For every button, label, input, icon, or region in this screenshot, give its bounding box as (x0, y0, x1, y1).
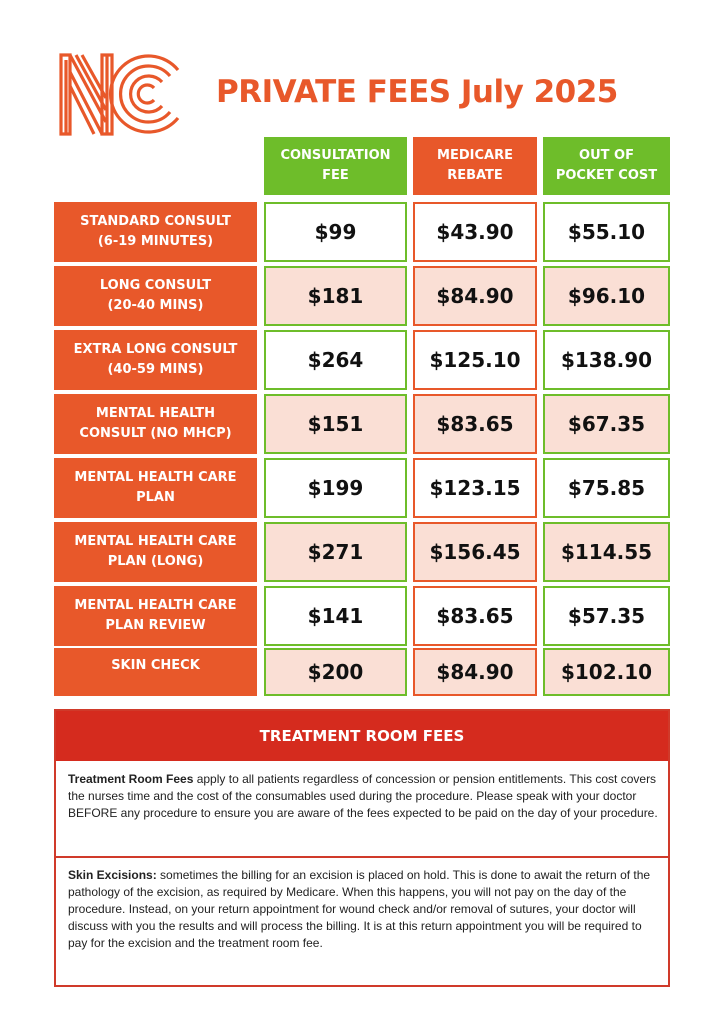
out-of-pocket-cell: $114.55 (543, 522, 670, 582)
medicare-rebate-cell: $156.45 (413, 522, 537, 582)
treatment-room-fees-paragraph: Treatment Room Fees apply to all patients regardless of concession or pension entitlements. This cost covers the nurses time and the cost of the consumables used during the procedure. Please speak with your doctor BEFORE any procedure to ensure you are aware of the fees expected to be paid on the day of your procedure. (68, 772, 658, 820)
consultation-fee-cell: $264 (264, 330, 407, 390)
column-header-consultation-fee: CONSULTATION FEE (264, 137, 407, 195)
consultation-fee-cell: $141 (264, 586, 407, 646)
out-of-pocket-cell: $96.10 (543, 266, 670, 326)
medicare-rebate-cell: $125.10 (413, 330, 537, 390)
out-of-pocket-cell: $138.90 (543, 330, 670, 390)
row-label: MENTAL HEALTH CARE PLAN REVIEW (54, 586, 257, 646)
medicare-rebate-cell: $83.65 (413, 586, 537, 646)
out-of-pocket-cell: $102.10 (543, 648, 670, 696)
fee-row-long-consult (54, 266, 670, 326)
treatment-room-fees-section (54, 709, 670, 987)
column-header-medicare-rebate: MEDICARE REBATE (413, 137, 537, 195)
out-of-pocket-cell: $55.10 (543, 202, 670, 262)
consultation-fee-cell: $200 (264, 648, 407, 696)
row-label: MENTAL HEALTH CARE PLAN (LONG) (54, 522, 257, 582)
fee-row-standard-consult (54, 202, 670, 262)
row-label: STANDARD CONSULT (6-19 MINUTES) (54, 202, 257, 262)
nc-logo (58, 52, 182, 136)
row-label: EXTRA LONG CONSULT (40-59 MINS) (54, 330, 257, 390)
medicare-rebate-cell: $84.90 (413, 266, 537, 326)
consultation-fee-cell: $99 (264, 202, 407, 262)
fee-row-mental-health-care-plan-long (54, 522, 670, 582)
row-label: LONG CONSULT (20-40 MINS) (54, 266, 257, 326)
out-of-pocket-cell: $67.35 (543, 394, 670, 454)
fee-row-mental-health-care-plan (54, 458, 670, 518)
row-label: MENTAL HEALTH CARE PLAN (54, 458, 257, 518)
row-label: MENTAL HEALTH CONSULT (NO MHCP) (54, 394, 257, 454)
medicare-rebate-cell: $83.65 (413, 394, 537, 454)
medicare-rebate-cell: $84.90 (413, 648, 537, 696)
consultation-fee-cell: $199 (264, 458, 407, 518)
consultation-fee-cell: $271 (264, 522, 407, 582)
row-label: SKIN CHECK (54, 648, 257, 696)
treatment-room-fees-heading: TREATMENT ROOM FEES (56, 711, 668, 761)
fee-row-extra-long-consult (54, 330, 670, 390)
page-title: PRIVATE FEES July 2025 (216, 74, 618, 110)
fee-row-mental-health-care-plan-review (54, 586, 670, 646)
medicare-rebate-cell: $123.15 (413, 458, 537, 518)
section-divider (56, 856, 668, 858)
consultation-fee-cell: $181 (264, 266, 407, 326)
skin-excisions-paragraph: Skin Excisions: sometimes the billing for an excision is placed on hold. This is done to await the return of the pathology of the excision, as required by Medicare. When this happens, you will not pay on the day of the procedure. Instead, on your return appointment for wound check and/or removal of sutures, your doctor will discuss with you the results and will process the billing. It is at this return appointment you will be required to pay for the excision and the treatment room fee. (68, 868, 651, 950)
medicare-rebate-cell: $43.90 (413, 202, 537, 262)
column-header-out-of-pocket: OUT OF POCKET COST (543, 137, 670, 195)
fee-row-mental-health-consult (54, 394, 670, 454)
out-of-pocket-cell: $57.35 (543, 586, 670, 646)
fee-row-skin-check (54, 648, 670, 696)
out-of-pocket-cell: $75.85 (543, 458, 670, 518)
consultation-fee-cell: $151 (264, 394, 407, 454)
